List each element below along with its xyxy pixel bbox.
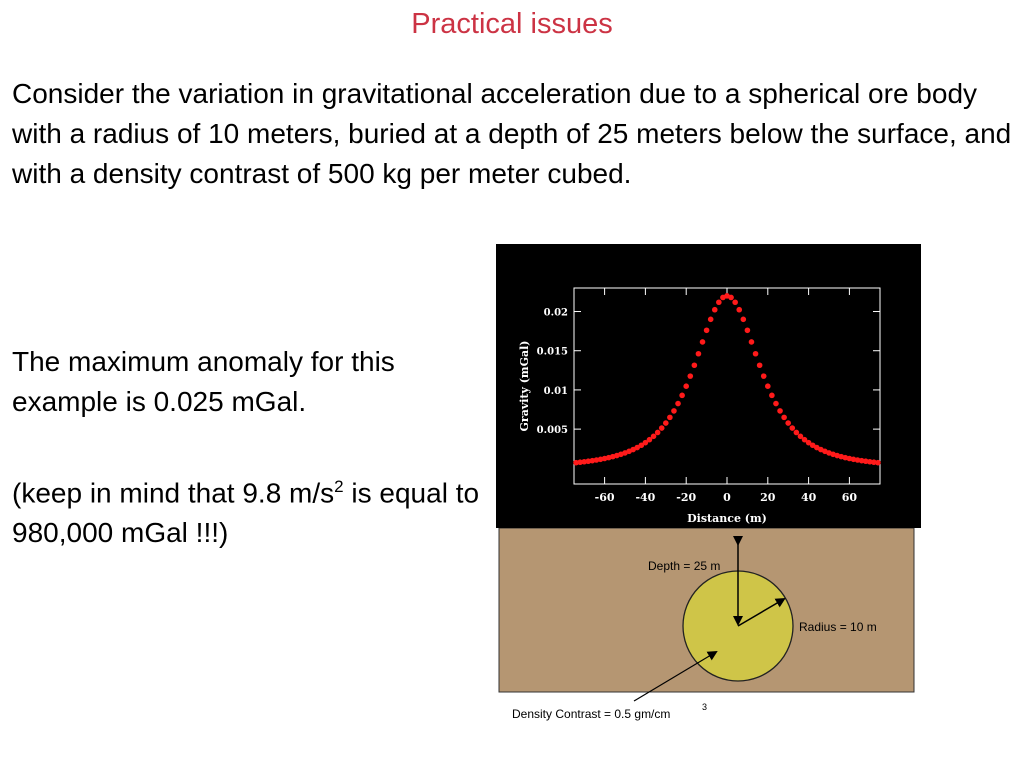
data-point (757, 362, 763, 368)
slide-title: Practical issues (411, 8, 613, 40)
data-point (777, 408, 783, 414)
y-axis-label: Gravity (mGal) (518, 340, 531, 432)
data-point (741, 317, 747, 323)
y-tick-label: 0.015 (536, 346, 568, 358)
x-tick-label: -40 (635, 491, 656, 504)
data-point (667, 415, 673, 421)
data-point (732, 299, 738, 305)
x-tick-label: 0 (723, 491, 731, 504)
data-point (663, 420, 669, 426)
data-point (749, 339, 755, 345)
data-point (655, 430, 661, 436)
data-point (785, 420, 791, 426)
data-point (781, 415, 787, 421)
gravity-figure-svg (496, 244, 924, 724)
data-point (659, 425, 665, 431)
gravity-figure (496, 244, 924, 724)
x-tick-label: 60 (841, 491, 858, 504)
gravity-note-exponent: 2 (334, 477, 344, 496)
density-label: Density Contrast = 0.5 gm/cm (512, 707, 671, 721)
x-tick-label: 40 (800, 491, 817, 504)
data-point (736, 307, 742, 313)
x-tick-label: 20 (760, 491, 776, 504)
data-point (712, 307, 718, 313)
data-point (675, 401, 681, 407)
data-point (692, 362, 698, 368)
gravity-note-prefix: (keep in mind that 9.8 m/s (12, 477, 335, 509)
density-label-exponent: 3 (702, 702, 708, 712)
data-point (696, 351, 702, 357)
radius-label: Radius = 10 m (799, 620, 877, 634)
y-tick-label: 0.02 (543, 307, 568, 319)
data-point (794, 430, 800, 436)
data-point (651, 434, 657, 440)
x-tick-label: -60 (594, 491, 615, 504)
data-point (789, 425, 795, 431)
data-point (765, 383, 771, 389)
x-tick-label: -20 (676, 491, 697, 504)
data-point (728, 295, 734, 301)
depth-label: Depth = 25 m (648, 559, 721, 573)
data-point (671, 408, 677, 414)
data-point (708, 317, 714, 323)
data-point (773, 401, 779, 407)
y-tick-label: 0.005 (536, 425, 568, 437)
data-point (679, 393, 685, 399)
data-point (761, 373, 767, 379)
intro-paragraph: Consider the variation in gravitational acceleration due to a spherical ore body with a radius of 10 meters, buried at a depth of 25 meters below the surface, and with a density contrast of 500 kg per meter cubed. (12, 78, 1012, 189)
y-tick-label: 0.01 (543, 385, 568, 397)
data-point (716, 299, 722, 305)
data-point (704, 327, 710, 333)
data-point (769, 393, 775, 399)
x-axis-label: Distance (m) (687, 512, 767, 525)
data-point (753, 351, 759, 357)
data-point (745, 327, 751, 333)
gravity-note-suffix: is equal to 980,000 mGal !!!) (12, 477, 480, 549)
data-point (683, 383, 689, 389)
data-point (700, 339, 706, 345)
max-anomaly-note: The maximum anomaly for this example is 0.025 mGal. (12, 346, 395, 417)
data-point (687, 373, 693, 379)
data-point (875, 460, 881, 466)
gravity-conversion-note (12, 467, 482, 553)
